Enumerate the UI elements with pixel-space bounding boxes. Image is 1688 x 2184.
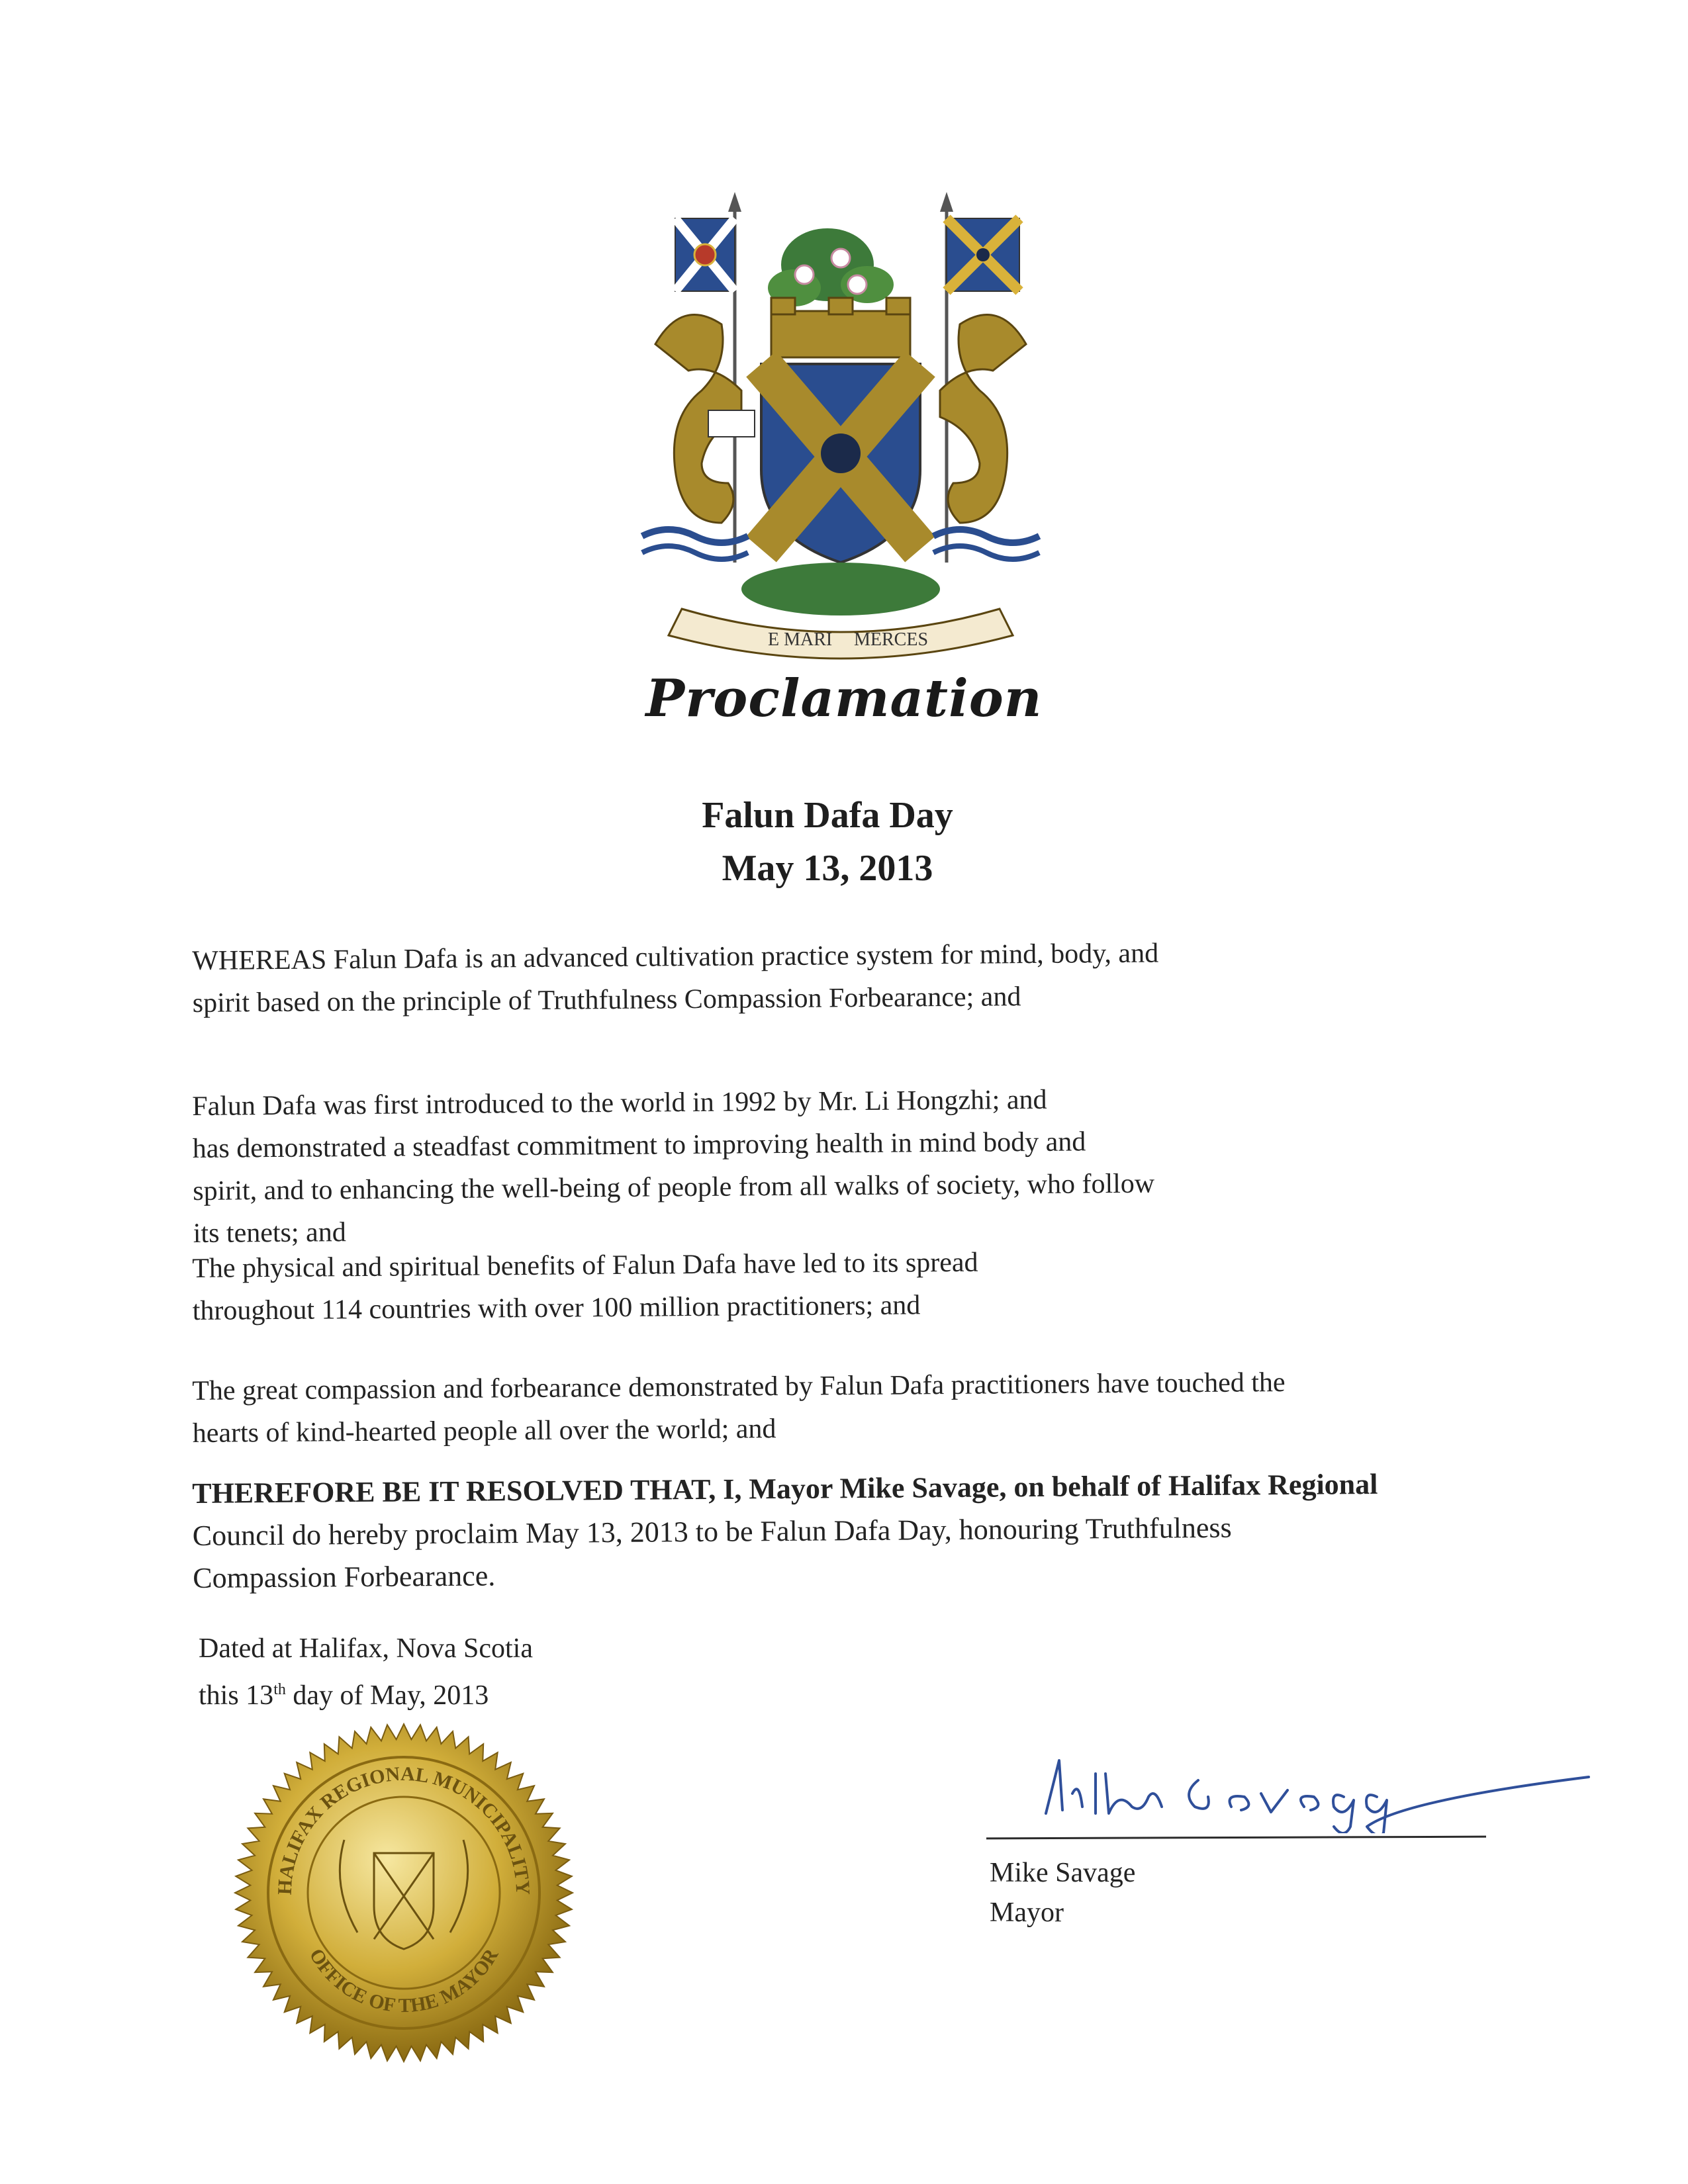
motto-left: E MARI <box>768 629 833 650</box>
coat-of-arms <box>629 192 1053 668</box>
text-line: Falun Dafa was first introduced to the world in 1992 by Mr. Li Hongzhi; and <box>192 1084 1047 1122</box>
dated-block <box>199 1628 533 1716</box>
text-line: WHEREAS Falun Dafa is an advanced cultivation practice system for mind, body, and <box>192 938 1159 976</box>
whereas-paragraph <box>192 929 1517 1024</box>
benefits-paragraph <box>192 1237 1517 1332</box>
text-line: has demonstrated a steadfast commitment to improving health in mind body and <box>192 1126 1086 1164</box>
dated-day-suffix: th <box>273 1681 286 1698</box>
text-line: its tenets; and <box>193 1217 346 1249</box>
text-line: Council do hereby proclaim May 13, 2013 to be Falun Dafa Day, honouring Truthfulness <box>192 1511 1232 1552</box>
seal-text-top: HALIFAX REGIONAL MUNICIPALITY <box>273 1762 534 1895</box>
compartment <box>741 563 940 615</box>
gold-seal <box>232 1721 576 2065</box>
resolution-lead-line: THEREFORE BE IT RESOLVED THAT, I, Mayor Mike Savage, on behalf of Halifax Regional <box>192 1467 1378 1510</box>
shield <box>761 364 920 563</box>
text-line: hearts of kind-hearted people all over the world; and <box>192 1414 776 1449</box>
introduced-paragraph <box>192 1075 1517 1255</box>
mayflower-crest <box>768 228 894 306</box>
text-line: throughout 114 countries with over 100 million practitioners; and <box>192 1290 921 1326</box>
motto-ribbon <box>669 609 1013 659</box>
compassion-paragraph <box>192 1359 1517 1455</box>
text-line: spirit based on the principle of Truthfulness Compassion Forbearance; and <box>192 981 1021 1019</box>
mural-crown <box>771 298 910 357</box>
proclamation-date-heading: May 13, 2013 <box>722 848 933 889</box>
text-line: The great compassion and forbearance demonstrated by Falun Dafa practitioners have touched the <box>192 1367 1286 1406</box>
signer-title: Mayor <box>990 1897 1064 1928</box>
proclamation-subject: Falun Dafa Day <box>702 795 953 836</box>
dated-day <box>199 1669 533 1716</box>
document-title: Proclamation <box>645 668 1043 729</box>
text-line: The physical and spiritual benefits of Falun Dafa have led to its spread <box>192 1247 978 1284</box>
signer-block <box>990 1853 1135 1933</box>
dated-day-prefix: this 13 <box>199 1680 274 1711</box>
seal-text-bottom: OFFICE OF THE MAYOR <box>305 1944 503 2017</box>
text-line: spirit, and to enhancing the well-being of people from all walks of society, who follow <box>193 1168 1155 1206</box>
dated-month-year: day of May, 2013 <box>285 1680 489 1711</box>
text-line: Compassion Forbearance. <box>193 1559 496 1594</box>
motto-right: MERCES <box>854 629 929 650</box>
mayor-signature <box>1033 1734 1595 1833</box>
resolution-paragraph <box>192 1462 1517 1600</box>
dated-location: Dated at Halifax, Nova Scotia <box>199 1633 533 1664</box>
right-seahorse <box>940 314 1026 523</box>
left-seahorse <box>655 314 755 523</box>
signer-name: Mike Savage <box>990 1858 1136 1888</box>
signature-line <box>986 1836 1486 1840</box>
